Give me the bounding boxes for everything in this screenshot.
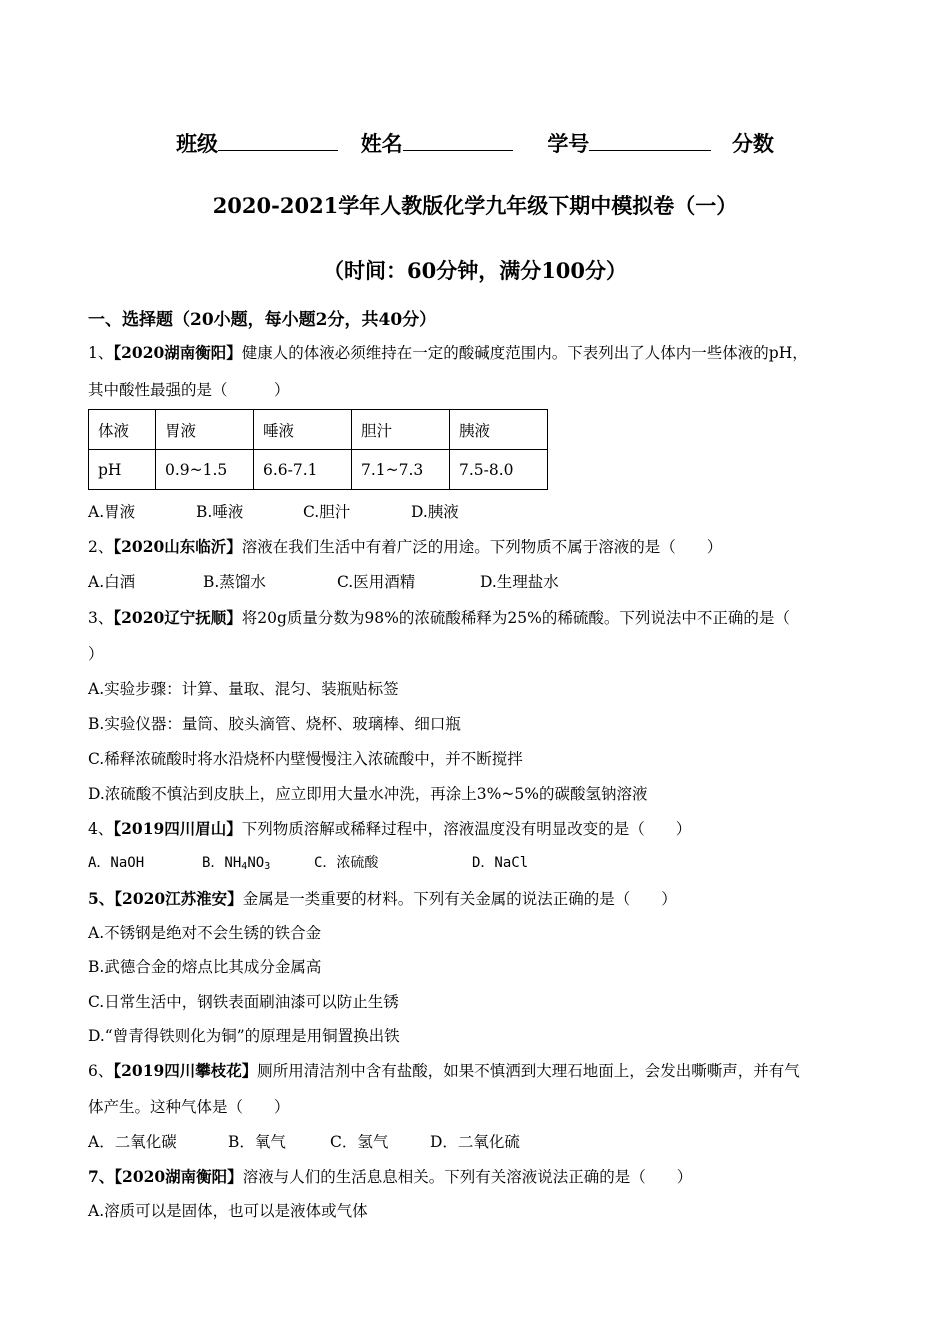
q1-option-a: A.胃液 <box>88 503 136 521</box>
table-header-cell: 胃液 <box>156 410 254 450</box>
q6-num: 6、 <box>88 1062 114 1080</box>
q1-option-b: B.唾液 <box>196 503 244 521</box>
name-blank <box>403 132 513 151</box>
q5-line <box>88 887 870 909</box>
q7-text: 溶液与人们的生活息息相关。下列有关溶液说法正确的是（ ） <box>242 1168 693 1186</box>
q3-text1: 将20g质量分数为98%的浓硫酸稀释为25%的稀硫酸。下列说法中不正确的是（ <box>241 609 790 627</box>
table-cell: pH <box>89 450 156 490</box>
q7-line <box>88 1165 870 1187</box>
score-label: 分数 <box>731 131 774 156</box>
table-header-cell: 胆汁 <box>352 410 450 450</box>
table-row <box>89 450 548 490</box>
q5-option-c: C.日常生活中，钢铁表面刷油漆可以防止生锈 <box>88 993 399 1011</box>
q6-line1 <box>88 1059 870 1081</box>
q5-option-d: D.“曾青得铁则化为铜”的原理是用铜置换出铁 <box>88 1027 400 1045</box>
q6-text2: 体产生。这种气体是（ ） <box>88 1098 290 1116</box>
q3-option-b: B.实验仪器：量筒、胶头滴管、烧杯、玻璃棒、细口瓶 <box>88 715 461 733</box>
class-blank <box>218 132 338 151</box>
id-blank <box>589 132 711 151</box>
q5-text: 金属是一类重要的材料。下列有关金属的说法正确的是（ ） <box>242 890 677 908</box>
q3-option-a: A.实验步骤：计算、量取、混匀、装瓶贴标签 <box>88 680 399 698</box>
q5-option-b: B.武德合金的熔点比其成分金属高 <box>88 958 322 976</box>
q6-options <box>88 1130 870 1152</box>
q4-num: 4、 <box>88 820 114 838</box>
q2-option-d: D.生理盐水 <box>480 573 559 591</box>
q6-option-a: A．二氧化碳 <box>88 1133 177 1151</box>
ph-table <box>88 409 548 490</box>
q6-option-b: B．氧气 <box>228 1133 286 1151</box>
q5-num: 5、 <box>88 889 115 908</box>
q2-option-a: A.白酒 <box>88 573 136 591</box>
class-label: 班级 <box>176 131 219 156</box>
q2-text: 溶液在我们生活中有着广泛的用途。下列物质不属于溶液的是（ ） <box>241 538 723 556</box>
q3-text2: ） <box>88 645 104 663</box>
q4-source: 【2019四川眉山】 <box>113 819 242 838</box>
q4-option-b: B．$NH_4NO_3$ <box>202 855 271 872</box>
q3-line1 <box>88 606 870 628</box>
q1-num: 1、 <box>88 344 114 362</box>
q1-text2: 其中酸性最强的是（ ） <box>88 381 290 399</box>
q2-options <box>88 570 870 592</box>
table-cell: 0.9~1.5 <box>156 450 254 490</box>
q7-num: 7、 <box>88 1167 115 1186</box>
q1-source: 【2020湖南衡阳】 <box>113 343 242 362</box>
q2-source: 【2020山东临沂】 <box>113 537 242 556</box>
q1-option-d: D.胰液 <box>411 503 459 521</box>
id-label: 学号 <box>547 131 590 156</box>
q3-num: 3、 <box>88 609 114 627</box>
q4-option-a: A．NaOH <box>88 855 145 871</box>
table-cell: 6.6-7.1 <box>254 450 352 490</box>
table-header-cell: 体液 <box>89 410 156 450</box>
student-info-line <box>0 128 950 158</box>
name-label: 姓名 <box>360 131 403 156</box>
exam-title: 2020-2021学年人教版化学九年级下期中模拟卷（一） <box>212 193 738 218</box>
q6-option-d: D．二氧化硫 <box>430 1133 520 1151</box>
q2-option-c: C.医用酒精 <box>337 573 416 591</box>
q2-option-b: B.蒸馏水 <box>203 573 266 591</box>
section-title: 一、选择题（20小题，每小题2分，共40分） <box>88 310 437 330</box>
q6-text1: 厕所用清洁剂中含有盐酸，如果不慎洒到大理石地面上，会发出嘶嘶声，并有气 <box>257 1062 800 1080</box>
q4-option-d: D．NaCl <box>472 855 529 871</box>
table-header-cell: 胰液 <box>450 410 548 450</box>
q3-option-d: D.浓硫酸不慎沾到皮肤上，应立即用大量水冲洗，再涂上3%~5%的碳酸氢钠溶液 <box>88 785 648 803</box>
q3-option-c: C.稀释浓硫酸时将水沿烧杯内壁慢慢注入浓硫酸中，并不断搅拌 <box>88 750 523 768</box>
q2-num: 2、 <box>88 538 114 556</box>
q3-source: 【2020辽宁抚顺】 <box>113 608 242 627</box>
q4-option-c: C．浓硫酸 <box>314 855 379 871</box>
q2-line <box>88 535 870 557</box>
q1-option-c: C.胆汁 <box>303 503 351 521</box>
q7-option-a: A.溶质可以是固体，也可以是液体或气体 <box>88 1202 368 1220</box>
time-info: （时间：60分钟，满分100分） <box>322 258 628 283</box>
q5-source: 【2020江苏淮安】 <box>114 889 243 908</box>
q1-text1: 健康人的体液必须维持在一定的酸碱度范围内。下表列出了人体内一些体液的pH， <box>241 344 808 362</box>
q4-options <box>88 852 870 872</box>
q6-option-c: C．氢气 <box>330 1133 389 1151</box>
q7-source: 【2020湖南衡阳】 <box>114 1167 243 1186</box>
table-cell: 7.5-8.0 <box>450 450 548 490</box>
q4-text: 下列物质溶解或稀释过程中，溶液温度没有明显改变的是（ ） <box>241 820 692 838</box>
q6-source: 【2019四川攀枝花】 <box>113 1061 258 1080</box>
q5-option-a: A.不锈钢是绝对不会生锈的铁合金 <box>88 924 322 942</box>
q1-options <box>88 500 870 522</box>
q4-line <box>88 817 870 839</box>
table-cell: 7.1~7.3 <box>352 450 450 490</box>
table-header-cell: 唾液 <box>254 410 352 450</box>
q1-line1 <box>88 341 870 363</box>
table-row <box>89 410 548 450</box>
